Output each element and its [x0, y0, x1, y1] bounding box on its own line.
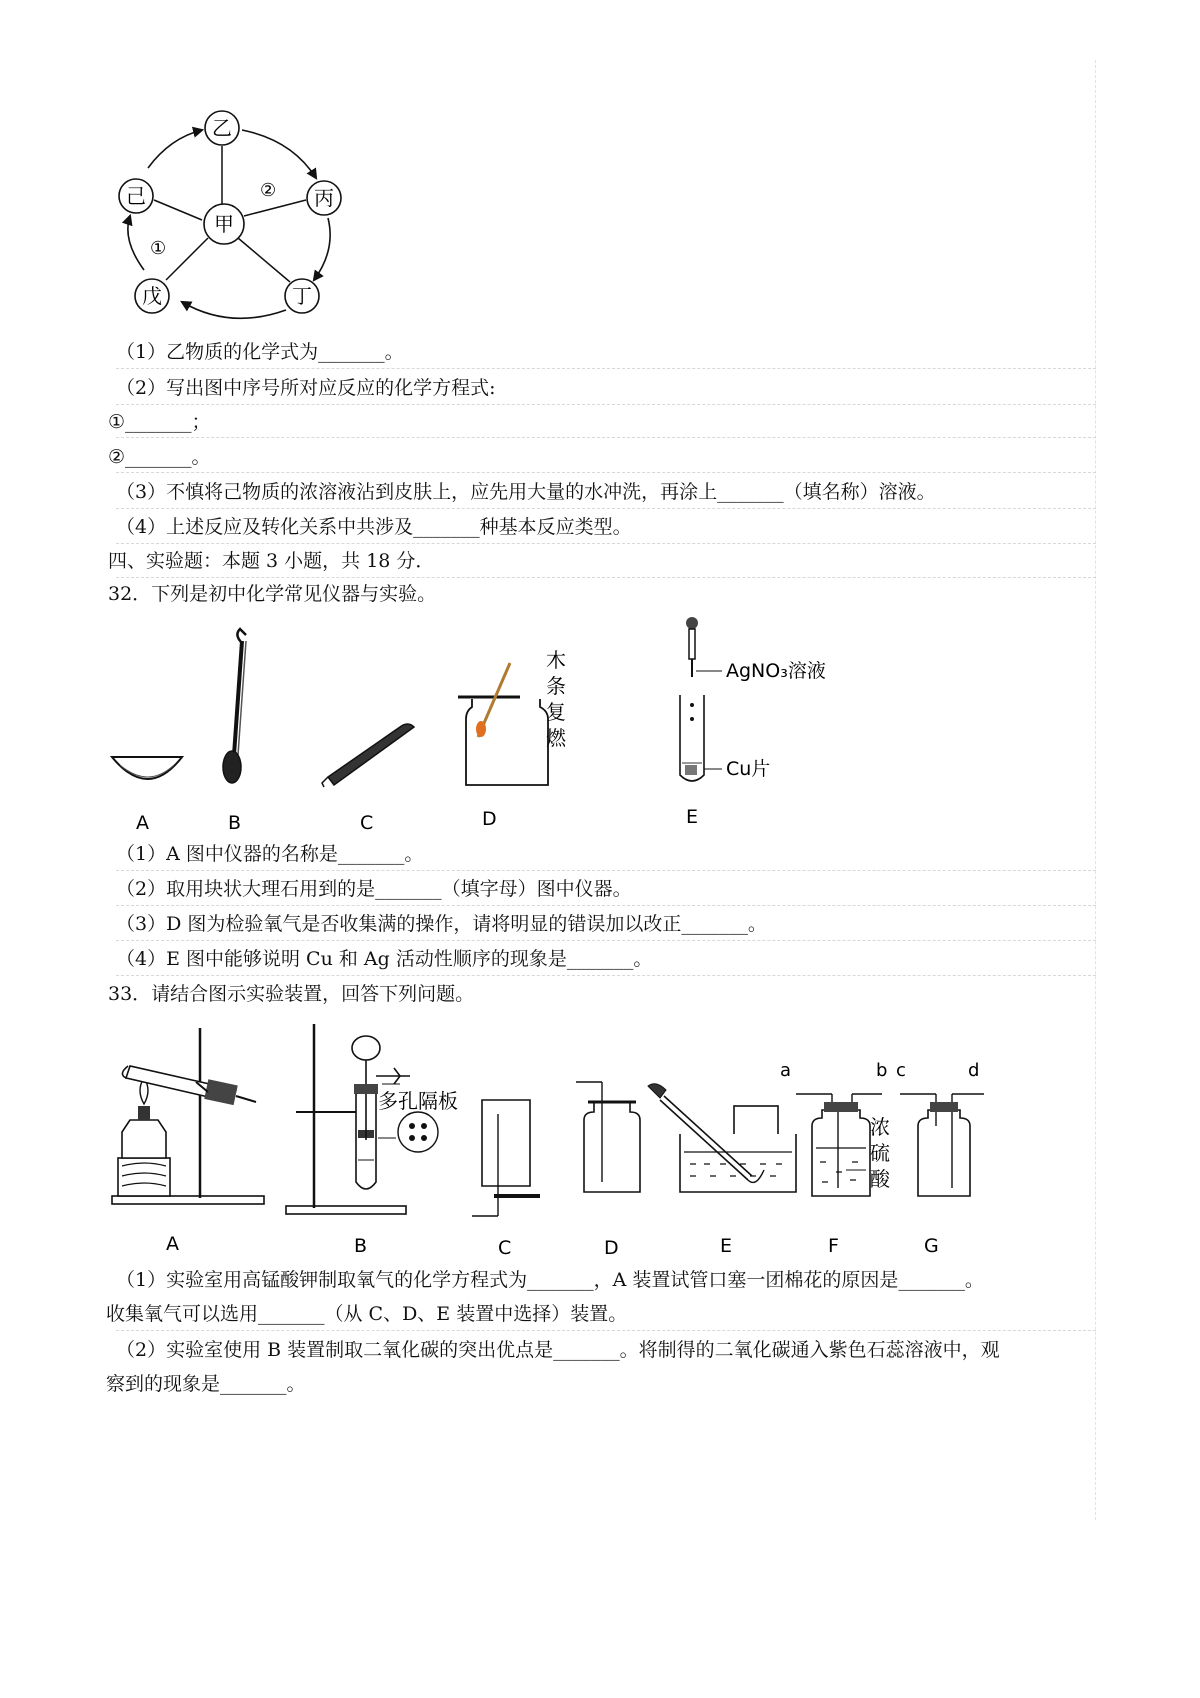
arrow-wu-to-ji	[128, 216, 144, 270]
label-A: A	[166, 1233, 179, 1255]
node-yi	[205, 111, 239, 145]
q33-part1b: 收集氧气可以选用_______（从 C、D、E 装置中选择）装置。	[106, 1303, 628, 1325]
q31-part2: （2）写出图中序号所对应反应的化学方程式:	[116, 377, 496, 399]
node-ji	[119, 179, 153, 213]
svg-text:燃: 燃	[546, 726, 566, 750]
q31-reaction-2: ②_______。	[108, 446, 211, 468]
q33-title: 33．请结合图示实验装置，回答下列问题。	[108, 983, 475, 1005]
marker-1: ①	[150, 238, 167, 259]
svg-text:硫: 硫	[870, 1141, 890, 1165]
apparatus-D	[576, 1082, 640, 1192]
label-E: E	[686, 806, 699, 828]
q31-part1: （1）乙物质的化学式为_______。	[116, 341, 404, 363]
svg-text:戊: 戊	[142, 284, 162, 308]
q32-title: 32．下列是初中化学常见仪器与实验。	[108, 583, 437, 605]
svg-text:浓: 浓	[870, 1115, 890, 1139]
apparatus-A	[112, 1028, 264, 1204]
apparatus-B	[286, 1024, 458, 1214]
medicine-spoon	[223, 629, 246, 783]
svg-text:a: a	[780, 1060, 792, 1081]
q33-part2b: 察到的现象是_______。	[106, 1373, 306, 1395]
svg-text:酸: 酸	[870, 1167, 890, 1191]
node-bing	[307, 181, 341, 215]
tweezers	[322, 724, 414, 787]
label-D: D	[482, 808, 497, 830]
q31-reaction-1: ①_______；	[108, 411, 211, 433]
q32-part2: （2）取用块状大理石用到的是_______（填字母）图中仪器。	[116, 878, 632, 900]
svg-text:Cu片: Cu片	[726, 758, 771, 780]
svg-text:b: b	[876, 1060, 888, 1081]
label-G: G	[924, 1235, 939, 1257]
apparatus-E	[648, 1084, 796, 1192]
svg-text:AgNO₃溶液: AgNO₃溶液	[726, 660, 826, 682]
q31-part3: （3）不慎将己物质的浓溶液沾到皮肤上，应先用大量的水冲洗，再涂上_______（填名称）溶液。	[116, 481, 936, 503]
svg-text:丁: 丁	[292, 284, 312, 308]
svg-text:复: 复	[546, 700, 566, 724]
label-B: B	[228, 812, 242, 834]
arrow-ding-to-wu	[182, 302, 286, 318]
node-jia	[204, 204, 244, 244]
svg-text:丙: 丙	[314, 186, 334, 210]
svg-text:条: 条	[546, 674, 566, 698]
q32-figure	[100, 615, 860, 835]
arrow-ji-to-yi	[148, 130, 202, 168]
test-tube-with-dropper	[680, 617, 826, 781]
label-A: A	[136, 812, 149, 834]
svg-text:甲: 甲	[214, 212, 234, 236]
q31-part4: （4）上述反应及转化关系中共涉及_______种基本反应类型。	[116, 516, 632, 538]
svg-text:多孔隔板: 多孔隔板	[378, 1089, 458, 1113]
node-wu	[135, 279, 169, 313]
svg-text:乙: 乙	[212, 116, 232, 140]
svg-text:d: d	[968, 1060, 980, 1081]
evaporating-dish	[112, 757, 182, 779]
cycle-diagram	[100, 100, 380, 340]
arrow-bing-to-ding	[314, 218, 330, 280]
svg-text:木: 木	[546, 648, 566, 672]
label-F: F	[828, 1235, 839, 1257]
svg-text:己: 己	[126, 184, 146, 208]
label-E: E	[720, 1235, 733, 1257]
q32-part4: （4）E 图中能够说明 Cu 和 Ag 活动性顺序的现象是_______。	[116, 948, 653, 970]
q33-part1a: （1）实验室用高锰酸钾制取氧气的化学方程式为_______，A 装置试管口塞一团棉花的原因是_______。	[116, 1269, 984, 1291]
q32-part3: （3）D 图为检验氧气是否收集满的操作，请将明显的错误加以改正_______。	[116, 913, 767, 935]
apparatus-G	[896, 1060, 984, 1196]
label-C: C	[360, 812, 374, 834]
q33-figure	[100, 1020, 1000, 1260]
section-4-heading: 四、实验题：本题 3 小题，共 18 分．	[108, 550, 435, 572]
gas-collecting-bottle	[458, 648, 567, 785]
marker-2: ②	[260, 180, 277, 201]
q32-part1: （1）A 图中仪器的名称是_______。	[116, 843, 424, 865]
apparatus-C	[472, 1100, 540, 1216]
q33-part2a: （2）实验室使用 B 装置制取二氧化碳的突出优点是_______。将制得的二氧化碳通入紫色石蕊溶液中，观	[116, 1339, 1000, 1361]
label-B: B	[354, 1235, 368, 1257]
page-right-rule	[1095, 60, 1096, 1520]
node-ding	[285, 279, 319, 313]
label-C: C	[498, 1237, 512, 1259]
label-D: D	[604, 1237, 619, 1259]
arrow-yi-to-bing	[242, 130, 316, 178]
svg-text:c: c	[896, 1060, 906, 1081]
